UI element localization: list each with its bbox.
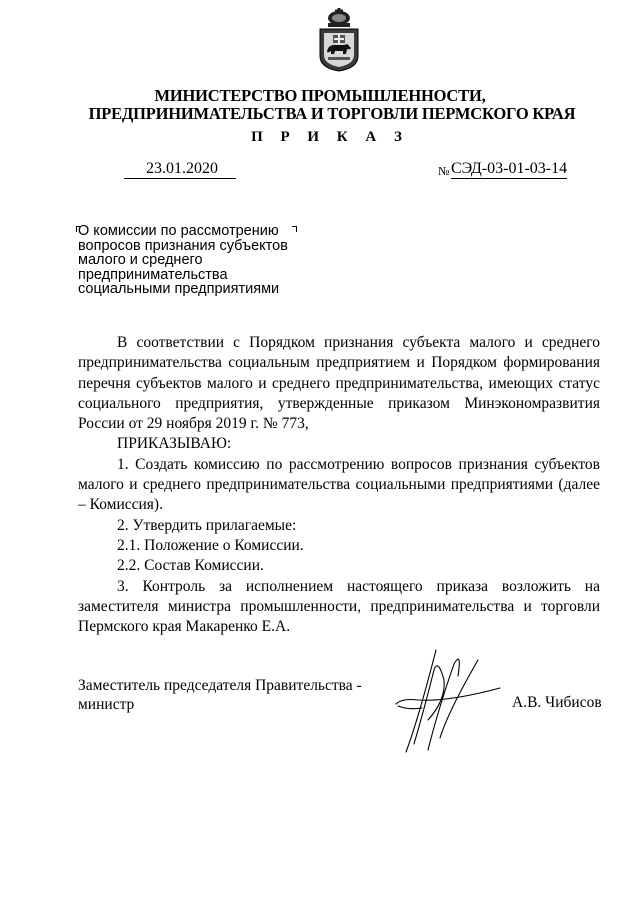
position-line-1: Заместитель председателя Правительства - xyxy=(78,677,362,694)
subject-line: малого и среднего xyxy=(78,252,203,268)
position-line-2: министр xyxy=(78,696,135,713)
document-body xyxy=(78,333,600,637)
order-item-1: 1. Создать комиссию по рассмотрению вопросов признания субъектов малого и среднего предпринимательства социальными предприятиями (далее – Комиссия). xyxy=(78,455,600,514)
signatory-position xyxy=(78,676,378,714)
coat-of-arms-icon xyxy=(316,8,362,72)
document-number: СЭД-03-01-03-14 xyxy=(451,160,568,177)
subject-line: предпринимательства xyxy=(78,266,228,283)
order-word: ПРИКАЗЫВАЮ: xyxy=(117,435,232,453)
handwritten-signature-icon xyxy=(388,640,512,760)
number-sign: № xyxy=(438,164,450,178)
order-item-2-2: 2.2. Состав Комиссии. xyxy=(117,557,264,575)
org-name-line1: МИНИСТЕРСТВО ПРОМЫШЛЕННОСТИ, xyxy=(154,86,486,105)
order-item-2-1: 2.1. Положение о Комиссии. xyxy=(117,536,304,554)
org-name-line2: ПРЕДПРИНИМАТЕЛЬСТВА И ТОРГОВЛИ ПЕРМСКОГО КРАЯ xyxy=(88,104,576,123)
document-date: 23.01.2020 xyxy=(124,160,236,179)
subject-line: вопросов признания субъектов xyxy=(78,237,288,254)
document-type: П Р И К А З xyxy=(251,129,409,145)
document-subject xyxy=(78,224,298,297)
subject-line: социальными предприятиями xyxy=(78,281,280,297)
signatory-name: А.В. Чибисов xyxy=(512,694,602,711)
preamble-paragraph: В соответствии с Порядком признания субъекта малого и среднего предпринимательства социальным предприятием и Порядком формирования перечня субъектов малого и среднего предпринимательства, имеющих статус социального предприятия, утвержденные приказом Минэкономразвития России от 29 ноября 2019 г. № 773, xyxy=(78,334,600,433)
order-item-3: 3. Контроль за исполнением настоящего приказа возложить на заместителя министра промышленности, предпринимательства и торговли Пермского края Макаренко Е.А. xyxy=(78,577,600,636)
subject-line: О комиссии по рассмотрению xyxy=(78,223,279,239)
order-item-2: 2. Утвердить прилагаемые: xyxy=(117,516,297,534)
